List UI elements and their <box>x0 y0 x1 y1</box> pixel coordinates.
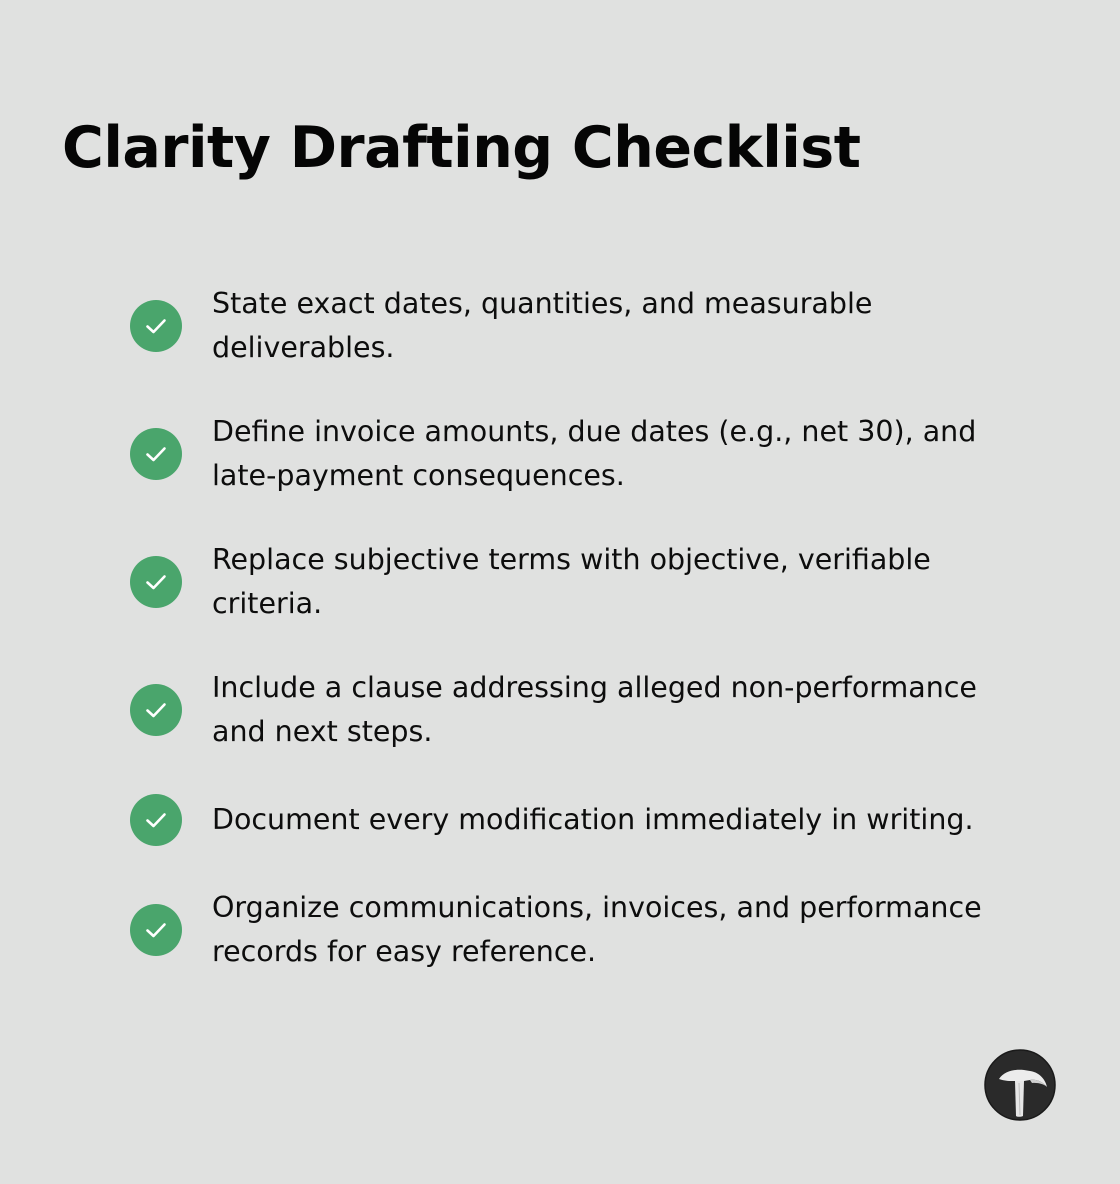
check-circle-icon <box>130 556 182 608</box>
check-circle-icon <box>130 428 182 480</box>
page-title: Clarity Drafting Checklist <box>62 115 861 181</box>
checklist-item-text: Include a clause addressing alleged non-performance and next steps. <box>212 671 977 748</box>
check-circle-icon <box>130 300 182 352</box>
checklist-item-text: Document every modification immediately in writing. <box>212 803 974 836</box>
checklist-item-text: Organize communications, invoices, and performance records for easy reference. <box>212 891 982 968</box>
check-circle-icon <box>130 904 182 956</box>
check-circle-icon <box>130 794 182 846</box>
checklist-item-text: Define invoice amounts, due dates (e.g., net 30), and late-payment consequences. <box>212 415 977 492</box>
checklist-item-text: Replace subjective terms with objective, verifiable criteria. <box>212 543 931 620</box>
hammer-logo-icon <box>984 1049 1056 1121</box>
checklist-item-text: State exact dates, quantities, and measurable deliverables. <box>212 287 873 364</box>
checklist <box>130 0 1030 1184</box>
check-circle-icon <box>130 684 182 736</box>
